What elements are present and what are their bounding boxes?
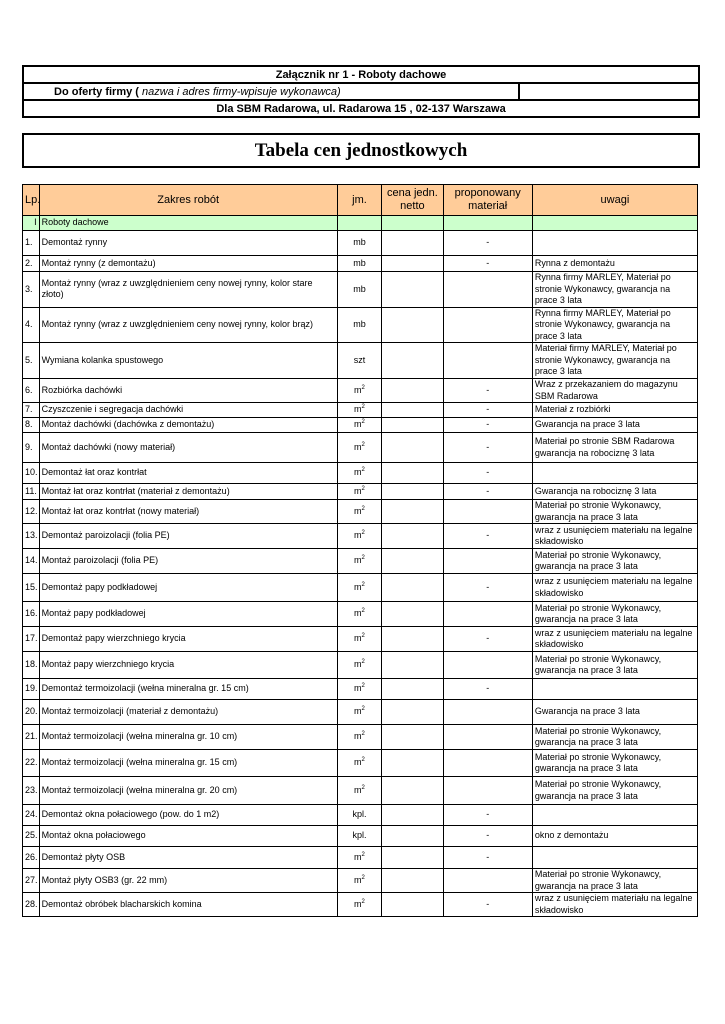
row-uwagi: Rynna firmy MARLEY, Materiał po stronie Wykonawcy, gwarancja na prace 3 lata — [532, 307, 697, 343]
row-unit-text: m — [354, 608, 362, 619]
row-material[interactable] — [443, 602, 532, 627]
row-unit-text: m — [354, 485, 362, 496]
row-desc: Montaż łat oraz kontrłat (nowy materiał) — [39, 500, 337, 524]
row-unit — [337, 272, 382, 308]
row-unit — [337, 256, 382, 272]
row-uwagi: wraz z usunięciem materiału na legalne składowisko — [532, 627, 697, 652]
row-unit-text: m — [354, 581, 362, 592]
row-unit — [337, 418, 382, 433]
row-unit-text: m — [354, 419, 362, 430]
row-uwagi: Materiał z rozbiórki — [532, 403, 697, 418]
offer-prefix: Do oferty firmy ( — [54, 85, 139, 98]
row-unit-sup: 2 — [361, 898, 365, 905]
row-desc: Demontaż płyty OSB — [39, 847, 337, 869]
row-uwagi: Materiał po stronie Wykonawcy, gwarancja na prace 3 lata — [532, 750, 697, 777]
row-material[interactable]: - — [443, 484, 532, 500]
doc-title-box — [22, 133, 700, 168]
row-unit-text: m — [354, 404, 362, 415]
row-unit-text: mb — [353, 257, 366, 268]
row-lp: 4. — [23, 307, 40, 343]
row-lp: 26. — [23, 847, 40, 869]
row-lp: 20. — [23, 700, 40, 725]
row-material[interactable]: - — [443, 256, 532, 272]
row-uwagi: Gwarancja na prace 3 lata — [532, 700, 697, 725]
row-lp: 8. — [23, 418, 40, 433]
row-desc: Wymiana kolanka spustowego — [39, 343, 337, 379]
row-material[interactable] — [443, 500, 532, 524]
table-row — [23, 627, 698, 652]
row-unit-text: m — [354, 731, 362, 742]
row-unit-text: m — [354, 784, 362, 795]
table-row — [23, 725, 698, 750]
row-price-cell[interactable] — [382, 725, 443, 750]
row-uwagi: Gwarancja na prace 3 lata — [532, 418, 697, 433]
row-unit-text: m — [354, 467, 362, 478]
row-unit-sup: 2 — [361, 555, 365, 562]
row-uwagi: Materiał po stronie Wykonawcy, gwarancja na prace 3 lata — [532, 777, 697, 805]
row-lp: 21. — [23, 725, 40, 750]
row-desc: Montaż rynny (wraz z uwzględnieniem ceny nowej rynny, kolor brąz) — [39, 307, 337, 343]
row-price-cell[interactable] — [382, 256, 443, 272]
table-row — [23, 379, 698, 403]
row-uwagi: Materiał firmy MARLEY, Materiał po stronie Wykonawcy, gwarancja na prace 3 lata — [532, 343, 697, 379]
row-price-cell[interactable] — [382, 343, 443, 379]
row-lp: 22. — [23, 750, 40, 777]
row-price-cell[interactable] — [382, 231, 443, 256]
row-uwagi: Materiał po stronie Wykonawcy, gwarancja na prace 3 lata — [532, 869, 697, 893]
row-unit-sup: 2 — [361, 874, 365, 881]
row-uwagi — [532, 805, 697, 826]
row-material[interactable] — [443, 343, 532, 379]
table-row — [23, 652, 698, 679]
table-row — [23, 679, 698, 700]
table-row — [23, 750, 698, 777]
row-unit-sup: 2 — [361, 419, 365, 426]
table-row — [23, 463, 698, 484]
row-uwagi: Materiał po stronie Wykonawcy, gwarancja na prace 3 lata — [532, 549, 697, 574]
row-unit-text: mb — [353, 237, 366, 248]
row-unit-text: m — [354, 683, 362, 694]
row-material[interactable]: - — [443, 847, 532, 869]
row-desc: Demontaż termoizolacji (wełna mineralna gr. 15 cm) — [39, 679, 337, 700]
row-price-cell[interactable] — [382, 805, 443, 826]
row-uwagi — [532, 463, 697, 484]
header-table — [22, 65, 700, 118]
row-unit-sup: 2 — [361, 633, 365, 640]
table-row — [23, 602, 698, 627]
row-desc: Montaż termoizolacji (wełna mineralna gr. 10 cm) — [39, 725, 337, 750]
contractor-field[interactable] — [519, 83, 699, 100]
row-unit — [337, 777, 382, 805]
row-uwagi: Wraz z przekazaniem do magazynu SBM Radarowa — [532, 379, 697, 403]
row-unit — [337, 379, 382, 403]
row-desc: Demontaż obróbek blacharskich komina — [39, 893, 337, 917]
offer-line — [23, 83, 519, 100]
row-lp: 17. — [23, 627, 40, 652]
row-unit-text: m — [354, 384, 362, 395]
row-uwagi: Gwarancja na robociznę 3 lata — [532, 484, 697, 500]
recipient-line: Dla SBM Radarowa, ul. Radarowa 15 , 02-137 Warszawa — [23, 100, 699, 117]
price-table — [22, 184, 698, 917]
attachment-title: Załącznik nr 1 - Roboty dachowe — [23, 66, 699, 83]
row-unit — [337, 847, 382, 869]
row-material[interactable] — [443, 272, 532, 308]
row-material[interactable] — [443, 549, 532, 574]
row-price-cell[interactable] — [382, 307, 443, 343]
row-unit — [337, 627, 382, 652]
row-uwagi — [532, 847, 697, 869]
row-desc: Montaż rynny (z demontażu) — [39, 256, 337, 272]
row-unit-sup: 2 — [361, 467, 365, 474]
row-uwagi: Rynna z demontażu — [532, 256, 697, 272]
row-desc: Montaż dachówki (dachówka z demontażu) — [39, 418, 337, 433]
row-lp: 15. — [23, 574, 40, 602]
row-lp: 24. — [23, 805, 40, 826]
row-material[interactable]: - — [443, 418, 532, 433]
row-desc: Demontaż papy podkładowej — [39, 574, 337, 602]
row-desc: Demontaż papy wierzchniego krycia — [39, 627, 337, 652]
table-row — [23, 574, 698, 602]
table-row — [23, 403, 698, 418]
row-material[interactable] — [443, 869, 532, 893]
row-unit — [337, 826, 382, 847]
table-row — [23, 826, 698, 847]
row-lp: 19. — [23, 679, 40, 700]
row-unit-sup: 2 — [361, 384, 365, 391]
row-lp: 5. — [23, 343, 40, 379]
row-material[interactable]: - — [443, 433, 532, 463]
row-material[interactable]: - — [443, 524, 532, 549]
col-zakres: Zakres robót — [39, 185, 337, 216]
table-row — [23, 272, 698, 308]
doc-title: Tabela cen jednostkowych — [254, 139, 468, 161]
row-material[interactable]: - — [443, 403, 532, 418]
col-uwagi: uwagi — [532, 185, 697, 216]
row-uwagi: wraz z usunięciem materiału na legalne składowisko — [532, 524, 697, 549]
row-unit-sup: 2 — [361, 706, 365, 713]
row-material[interactable] — [443, 725, 532, 750]
row-desc: Rozbiórka dachówki — [39, 379, 337, 403]
row-lp: 7. — [23, 403, 40, 418]
row-material[interactable] — [443, 777, 532, 805]
row-material[interactable]: - — [443, 379, 532, 403]
row-desc: Montaż termoizolacji (materiał z demontażu) — [39, 700, 337, 725]
col-cena: cena jedn. netto — [382, 185, 443, 216]
row-desc: Montaż płyty OSB3 (gr. 22 mm) — [39, 869, 337, 893]
col-jm: jm. — [337, 185, 382, 216]
row-unit — [337, 679, 382, 700]
row-desc: Montaż paroizolacji (folia PE) — [39, 549, 337, 574]
row-unit-text: m — [354, 898, 362, 909]
row-desc: Demontaż okna połaciowego (pow. do 1 m2) — [39, 805, 337, 826]
row-unit — [337, 893, 382, 917]
row-unit — [337, 463, 382, 484]
row-material[interactable]: - — [443, 826, 532, 847]
row-desc: Montaż papy podkładowej — [39, 602, 337, 627]
row-unit-text: m — [354, 851, 362, 862]
row-material[interactable] — [443, 307, 532, 343]
row-unit-sup: 2 — [361, 441, 365, 448]
row-lp: 1. — [23, 231, 40, 256]
row-lp: 13. — [23, 524, 40, 549]
row-unit-sup: 2 — [361, 784, 365, 791]
row-desc: Montaż okna połaciowego — [39, 826, 337, 847]
row-unit-text: mb — [353, 319, 366, 329]
row-unit-sup: 2 — [361, 581, 365, 588]
table-row — [23, 343, 698, 379]
row-unit — [337, 433, 382, 463]
row-lp: 27. — [23, 869, 40, 893]
row-unit — [337, 307, 382, 343]
row-uwagi: Materiał po stronie Wykonawcy, gwarancja na prace 3 lata — [532, 725, 697, 750]
table-row — [23, 231, 698, 256]
row-uwagi: Materiał po stronie SBM Radarowa gwarancja na robociznę 3 lata — [532, 433, 697, 463]
row-lp: 18. — [23, 652, 40, 679]
row-unit-text: m — [354, 505, 362, 516]
row-material[interactable] — [443, 700, 532, 725]
table-row — [23, 869, 698, 893]
row-price-cell[interactable] — [382, 403, 443, 418]
row-unit — [337, 725, 382, 750]
row-unit — [337, 343, 382, 379]
row-unit — [337, 574, 382, 602]
row-uwagi — [532, 679, 697, 700]
row-unit-text: m — [354, 555, 362, 566]
row-unit-sup: 2 — [361, 683, 365, 690]
row-lp: 14. — [23, 549, 40, 574]
row-price-cell[interactable] — [382, 700, 443, 725]
row-unit — [337, 484, 382, 500]
row-desc: Montaż termoizolacji (wełna mineralna gr. 15 cm) — [39, 750, 337, 777]
section-number: I — [23, 216, 40, 231]
row-material[interactable] — [443, 652, 532, 679]
table-row — [23, 307, 698, 343]
row-unit-text: m — [354, 874, 362, 885]
table-row — [23, 777, 698, 805]
row-price-cell[interactable] — [382, 627, 443, 652]
row-uwagi: Materiał po stronie Wykonawcy, gwarancja na prace 3 lata — [532, 602, 697, 627]
row-unit — [337, 524, 382, 549]
row-desc: Demontaż paroizolacji (folia PE) — [39, 524, 337, 549]
row-desc: Czyszczenie i segregacja dachówki — [39, 403, 337, 418]
row-price-cell[interactable] — [382, 777, 443, 805]
row-lp: 28. — [23, 893, 40, 917]
row-desc: Montaż łat oraz kontrłat (materiał z demontażu) — [39, 484, 337, 500]
table-row — [23, 524, 698, 549]
col-lp: Lp. — [23, 185, 40, 216]
row-unit-sup: 2 — [361, 485, 365, 492]
row-unit — [337, 805, 382, 826]
table-row — [23, 847, 698, 869]
row-price-cell[interactable] — [382, 379, 443, 403]
row-price-cell[interactable] — [382, 433, 443, 463]
row-unit — [337, 750, 382, 777]
row-unit — [337, 231, 382, 256]
row-price-cell[interactable] — [382, 652, 443, 679]
row-unit — [337, 700, 382, 725]
table-row — [23, 549, 698, 574]
row-price-cell[interactable] — [382, 869, 443, 893]
row-lp: 23. — [23, 777, 40, 805]
row-material[interactable]: - — [443, 627, 532, 652]
row-unit-sup: 2 — [361, 608, 365, 615]
row-desc: Montaż termoizolacji (wełna mineralna gr. 20 cm) — [39, 777, 337, 805]
row-price-cell[interactable] — [382, 893, 443, 917]
row-unit — [337, 869, 382, 893]
row-lp: 11. — [23, 484, 40, 500]
row-lp: 6. — [23, 379, 40, 403]
row-desc: Demontaż łat oraz kontrłat — [39, 463, 337, 484]
row-unit — [337, 652, 382, 679]
row-material[interactable]: - — [443, 574, 532, 602]
row-material[interactable] — [443, 750, 532, 777]
row-price-cell[interactable] — [382, 602, 443, 627]
table-row — [23, 700, 698, 725]
row-lp: 9. — [23, 433, 40, 463]
row-unit — [337, 500, 382, 524]
row-price-cell[interactable] — [382, 524, 443, 549]
row-price-cell[interactable] — [382, 484, 443, 500]
row-uwagi — [532, 231, 697, 256]
row-unit — [337, 602, 382, 627]
row-unit-sup: 2 — [361, 404, 365, 411]
table-row — [23, 893, 698, 917]
row-unit-text: m — [354, 757, 362, 768]
row-lp: 10. — [23, 463, 40, 484]
row-material[interactable]: - — [443, 893, 532, 917]
row-lp: 12. — [23, 500, 40, 524]
row-price-cell[interactable] — [382, 750, 443, 777]
section-row — [23, 216, 698, 231]
row-price-cell[interactable] — [382, 418, 443, 433]
row-unit-text: m — [354, 633, 362, 644]
table-row — [23, 484, 698, 500]
row-lp: 3. — [23, 272, 40, 308]
row-uwagi: wraz z usunięciem materiału na legalne składowisko — [532, 893, 697, 917]
row-price-cell[interactable] — [382, 679, 443, 700]
row-material[interactable]: - — [443, 231, 532, 256]
row-unit-text: kpl. — [352, 830, 367, 841]
row-price-cell[interactable] — [382, 500, 443, 524]
table-row — [23, 418, 698, 433]
table-row — [23, 500, 698, 524]
row-unit-text: m — [354, 441, 362, 452]
row-price-cell[interactable] — [382, 574, 443, 602]
row-unit-sup: 2 — [361, 851, 365, 858]
row-unit-text: kpl. — [352, 809, 367, 820]
row-unit-text: m — [354, 706, 362, 717]
row-unit-text: m — [354, 530, 362, 541]
row-lp: 16. — [23, 602, 40, 627]
table-row — [23, 256, 698, 272]
row-uwagi: okno z demontażu — [532, 826, 697, 847]
col-material: proponowany materiał — [443, 185, 532, 216]
row-uwagi: wraz z usunięciem materiału na legalne składowisko — [532, 574, 697, 602]
row-desc: Demontaż rynny — [39, 231, 337, 256]
row-price-cell[interactable] — [382, 826, 443, 847]
row-unit-text: szt — [353, 354, 366, 365]
row-material[interactable]: - — [443, 805, 532, 826]
row-desc: Montaż rynny (wraz z uwzględnieniem ceny nowej rynny, kolor stare złoto) — [39, 272, 337, 308]
row-desc: Montaż dachówki (nowy materiał) — [39, 433, 337, 463]
offer-hint: nazwa i adres firmy-wpisuje wykonawca) — [142, 85, 341, 98]
table-row — [23, 433, 698, 463]
row-lp: 2. — [23, 256, 40, 272]
row-desc: Montaż papy wierzchniego krycia — [39, 652, 337, 679]
section-label: Roboty dachowe — [39, 216, 337, 231]
row-unit-sup: 2 — [361, 505, 365, 512]
row-price-cell[interactable] — [382, 463, 443, 484]
row-uwagi: Materiał po stronie Wykonawcy, gwarancja na prace 3 lata — [532, 500, 697, 524]
row-unit-sup: 2 — [361, 757, 365, 764]
row-uwagi: Materiał po stronie Wykonawcy, gwarancja na prace 3 lata — [532, 652, 697, 679]
row-unit-text: mb — [353, 283, 366, 294]
table-row — [23, 805, 698, 826]
row-material[interactable]: - — [443, 679, 532, 700]
row-unit-sup: 2 — [361, 659, 365, 666]
row-unit-text: m — [354, 659, 362, 670]
row-unit-sup: 2 — [361, 530, 365, 537]
row-unit — [337, 549, 382, 574]
row-material[interactable]: - — [443, 463, 532, 484]
row-unit-sup: 2 — [361, 731, 365, 738]
row-price-cell[interactable] — [382, 847, 443, 869]
row-lp: 25. — [23, 826, 40, 847]
row-price-cell[interactable] — [382, 549, 443, 574]
row-price-cell[interactable] — [382, 272, 443, 308]
row-unit — [337, 403, 382, 418]
row-uwagi: Rynna firmy MARLEY, Materiał po stronie Wykonawcy, gwarancja na prace 3 lata — [532, 272, 697, 308]
